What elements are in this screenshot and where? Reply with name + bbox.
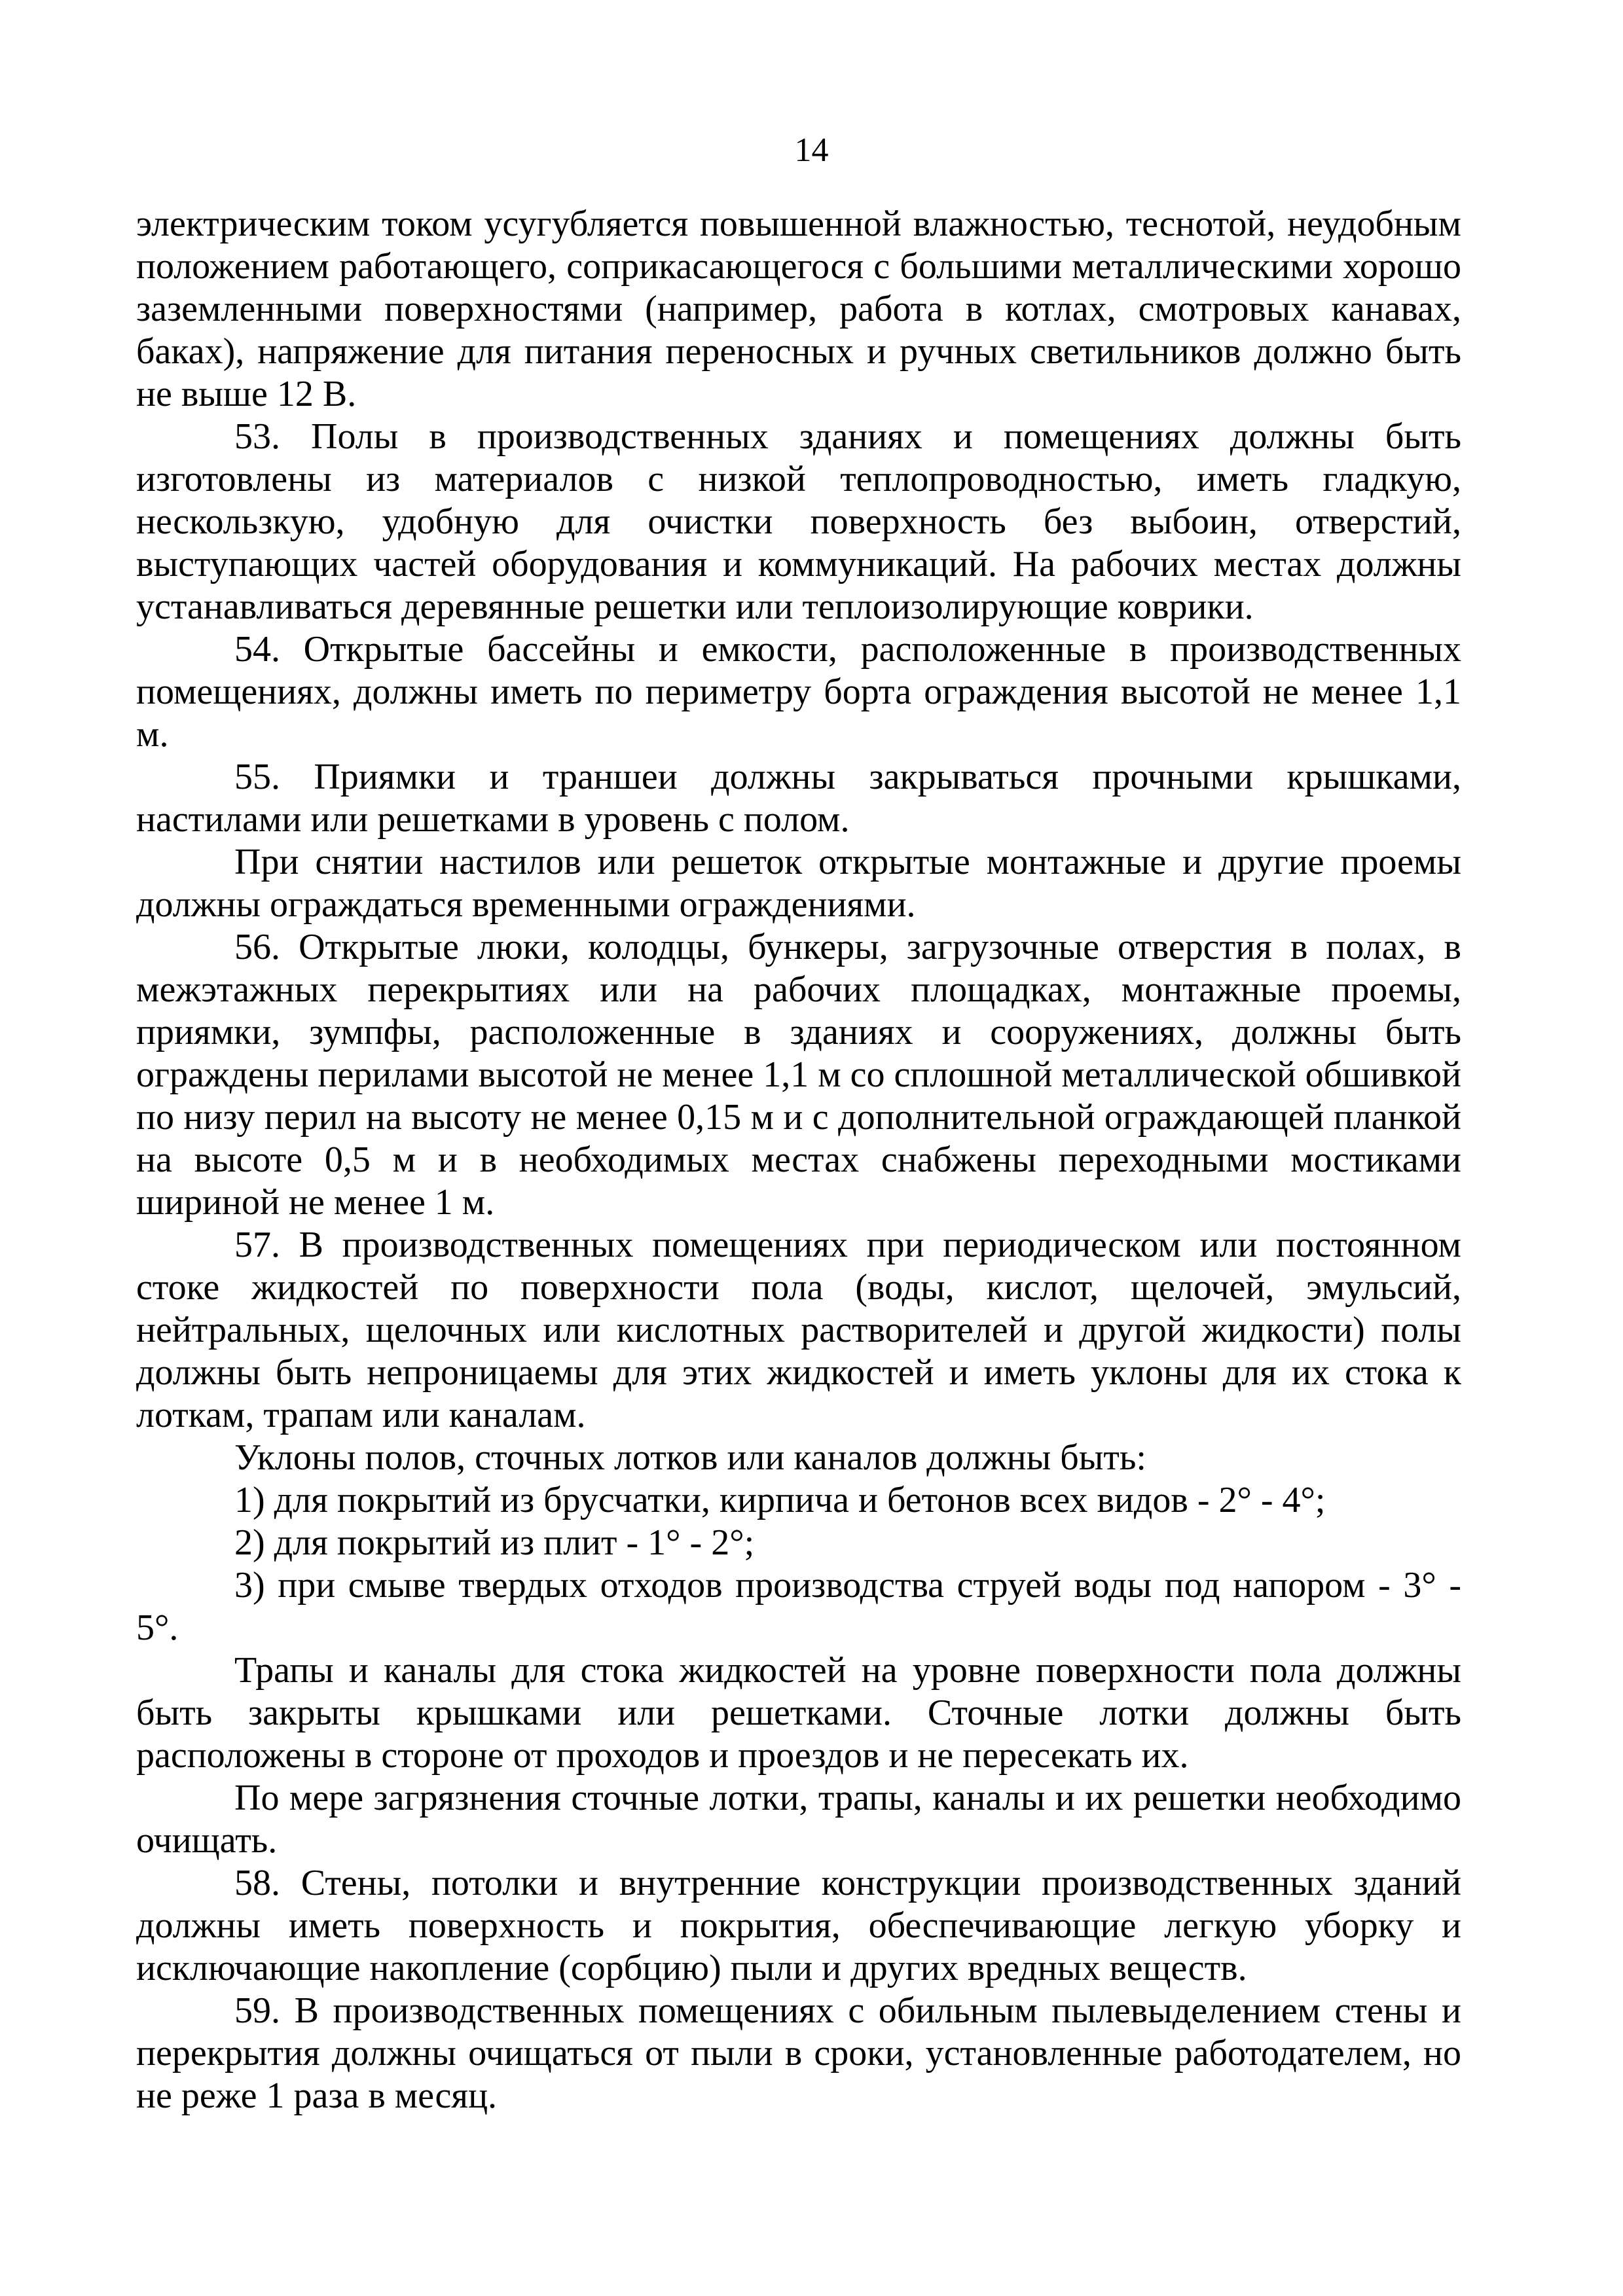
paragraph-57: 57. В производственных помещениях при периодическом или постоянном стоке жидкостей по поверхности пола (воды, кислот, щелочей, эмульсий, нейтральных, щелочных или кислотных растворителей и другой жидкости) полы должны быть непроницаемы для этих жидкостей и иметь уклоны для их стока к лоткам, трапам или каналам. [136, 1225, 1461, 1435]
paragraph-55-openings: При снятии настилов или решеток открытые монтажные и другие проемы должны ограждаться временными ограждениями. [136, 842, 1461, 925]
document-body [136, 203, 1461, 2117]
list-item-slope-2: 2) для покрытий из плит - 1° - 2°; [234, 1522, 755, 1563]
paragraph-57-drains: Трапы и каналы для стока жидкостей на уровне поверхности пола должны быть закрыты крышками или решетками. Сточные лотки должны быть расположены в стороне от проходов и проездов и не пересекать их. [136, 1650, 1461, 1776]
paragraph-55: 55. Приямки и траншеи должны закрываться прочными крышками, настилами или решетками в уровень с полом. [136, 757, 1461, 840]
page-number: 14 [794, 132, 829, 169]
list-item-slope-1: 1) для покрытий из брусчатки, кирпича и бетонов всех видов - 2° - 4°; [234, 1480, 1326, 1520]
list-item-slope-3: 3) при смыве твердых отходов производства струей воды под напором - 3° - 5°. [136, 1565, 1461, 1648]
paragraph-continuation: электрическим током усугубляется повышенной влажностью, теснотой, неудобным положением работающего, соприкасающегося с большими металлическими хорошо заземленными поверхностями (например, работа в котлах, смотровых канавах, баках), напряжение для питания переносных и ручных светильников должно быть не выше 12 В. [136, 204, 1461, 414]
paragraph-54: 54. Открытые бассейны и емкости, расположенные в производственных помещениях, должны иметь по периметру борта ограждения высотой не менее 1,1 м. [136, 629, 1461, 755]
paragraph-53: 53. Полы в производственных зданиях и помещениях должны быть изготовлены из материалов с низкой теплопроводностью, иметь гладкую, нескользкую, удобную для очистки поверхность без выбоин, отверстий, выступающих частей оборудования и коммуникаций. На рабочих местах должны устанавливаться деревянные решетки или теплоизолирующие коврики. [136, 416, 1461, 627]
paragraph-56: 56. Открытые люки, колодцы, бункеры, загрузочные отверстия в полах, в межэтажных перекрытиях или на рабочих площадках, монтажные проемы, приямки, зумпфы, расположенные в зданиях и сооружениях, должны быть ограждены перилами высотой не менее 1,1 м со сплошной металлической обшивкой по низу перил на высоту не менее 0,15 м и с дополнительной ограждающей планкой на высоте 0,5 м и в необходимых местах снабжены переходными мостиками шириной не менее 1 м. [136, 927, 1461, 1223]
paragraph-58: 58. Стены, потолки и внутренние конструкции производственных зданий должны иметь поверхность и покрытия, обеспечивающие легкую уборку и исключающие накопление (сорбцию) пыли и других вредных веществ. [136, 1863, 1461, 1988]
paragraph-57-cleaning: По мере загрязнения сточные лотки, трапы, каналы и их решетки необходимо очищать. [136, 1778, 1461, 1861]
paragraph-57-slopes-intro: Уклоны полов, сточных лотков или каналов должны быть: [234, 1437, 1146, 1478]
paragraph-59: 59. В производственных помещениях с обильным пылевыделением стены и перекрытия должны очищаться от пыли в сроки, установленные работодателем, но не реже 1 раза в месяц. [136, 1990, 1461, 2116]
